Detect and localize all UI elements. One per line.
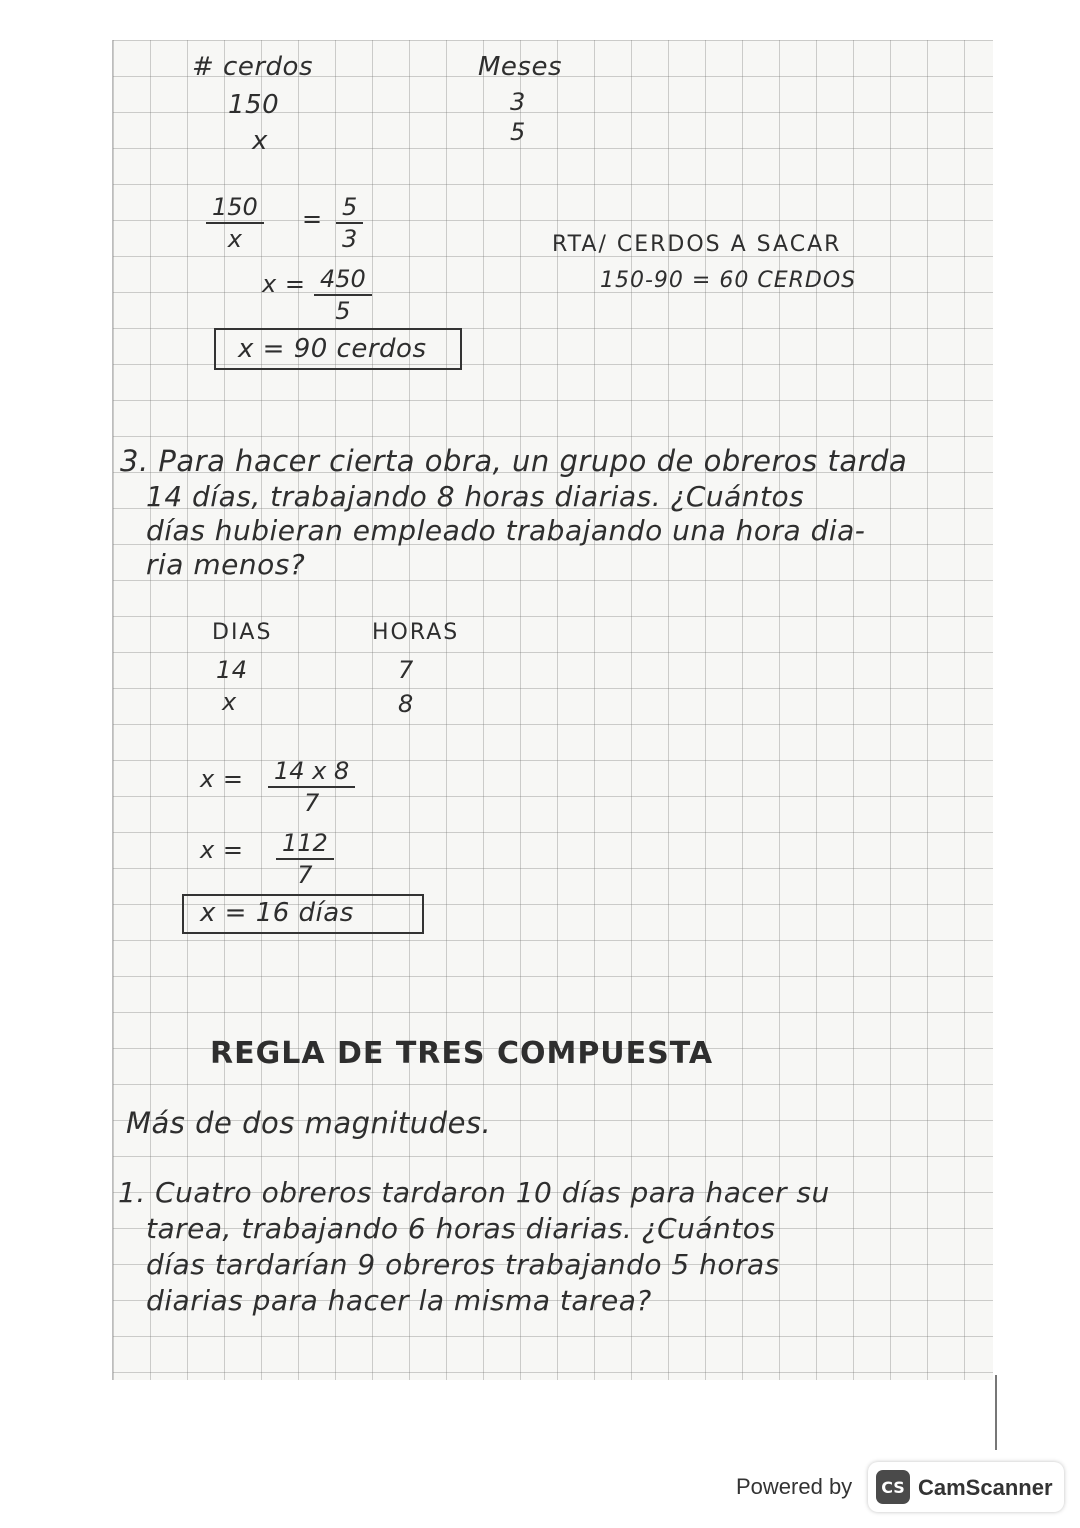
fraction-denominator: 5 [335,297,351,325]
section-title: REGLA DE TRES COMPUESTA [210,1036,714,1071]
fraction-14x8-7 [268,756,355,818]
fraction-numerator: 450 [320,265,366,293]
horas-value-1: 7 [398,656,414,684]
answer-calculation: 150-90 = 60 CERDOS [600,268,857,293]
problem3-line-3: días hubieran empleado trabajando una hora dia- [146,514,866,547]
dias-value-2: x [222,688,237,716]
fraction-denominator: x [227,225,242,253]
camscanner-logo-icon: CS [876,1470,910,1504]
fraction-denominator: 7 [297,861,313,889]
section-subtitle: Más de dos magnitudes. [126,1106,492,1140]
equals-sign: = [302,205,323,233]
cerdos-header: # cerdos [192,52,313,82]
powered-by-text: Powered by [736,1474,853,1499]
fraction-112-7 [276,828,334,890]
cerdos-value-2: x [252,126,268,156]
result-dias: x = 16 días [200,898,354,928]
horas-value-2: 8 [398,690,414,718]
fraction-denominator: 7 [304,789,320,817]
meses-value-1: 3 [510,88,526,116]
problem3-line-2: 14 días, trabajando 8 horas diarias. ¿Cuántos [146,480,805,513]
page-edge-line [995,1375,997,1450]
equation-lhs: x = [200,836,244,864]
dias-value-1: 14 [216,656,248,684]
compound-problem-line-2: tarea, trabajando 6 horas diarias. ¿Cuántos [146,1212,776,1245]
compound-problem-line-4: diarias para hacer la misma tarea? [146,1284,652,1317]
equation-lhs: x = [200,765,244,793]
horas-header: HORAS [372,620,460,645]
fraction-numerator: 14 x 8 [274,757,350,785]
problem3-line-1: 3. Para hacer cierta obra, un grupo de obreros tarda [120,444,908,478]
result-cerdos: x = 90 cerdos [238,334,427,364]
fraction-numerator: 5 [342,193,358,221]
fraction-450-5 [314,264,372,326]
fraction-numerator: 150 [212,193,258,221]
fraction-150-x [206,192,264,254]
equation-lhs: x = [262,270,306,298]
cerdos-value-1: 150 [228,90,280,120]
problem3-line-4: ria menos? [146,548,306,581]
camscanner-brand: CamScanner [918,1475,1053,1500]
fraction-denominator: 3 [342,225,358,253]
answer-heading: RTA/ CERDOS A SACAR [552,232,842,257]
compound-problem-line-1: 1. Cuatro obreros tardaron 10 días para hacer su [118,1176,830,1209]
meses-value-2: 5 [510,118,526,146]
compound-problem-line-3: días tardarían 9 obreros trabajando 5 horas [146,1248,780,1281]
fraction-5-3 [336,192,363,254]
dias-header: DIAS [212,620,273,645]
meses-header: Meses [478,52,563,82]
fraction-numerator: 112 [282,829,328,857]
